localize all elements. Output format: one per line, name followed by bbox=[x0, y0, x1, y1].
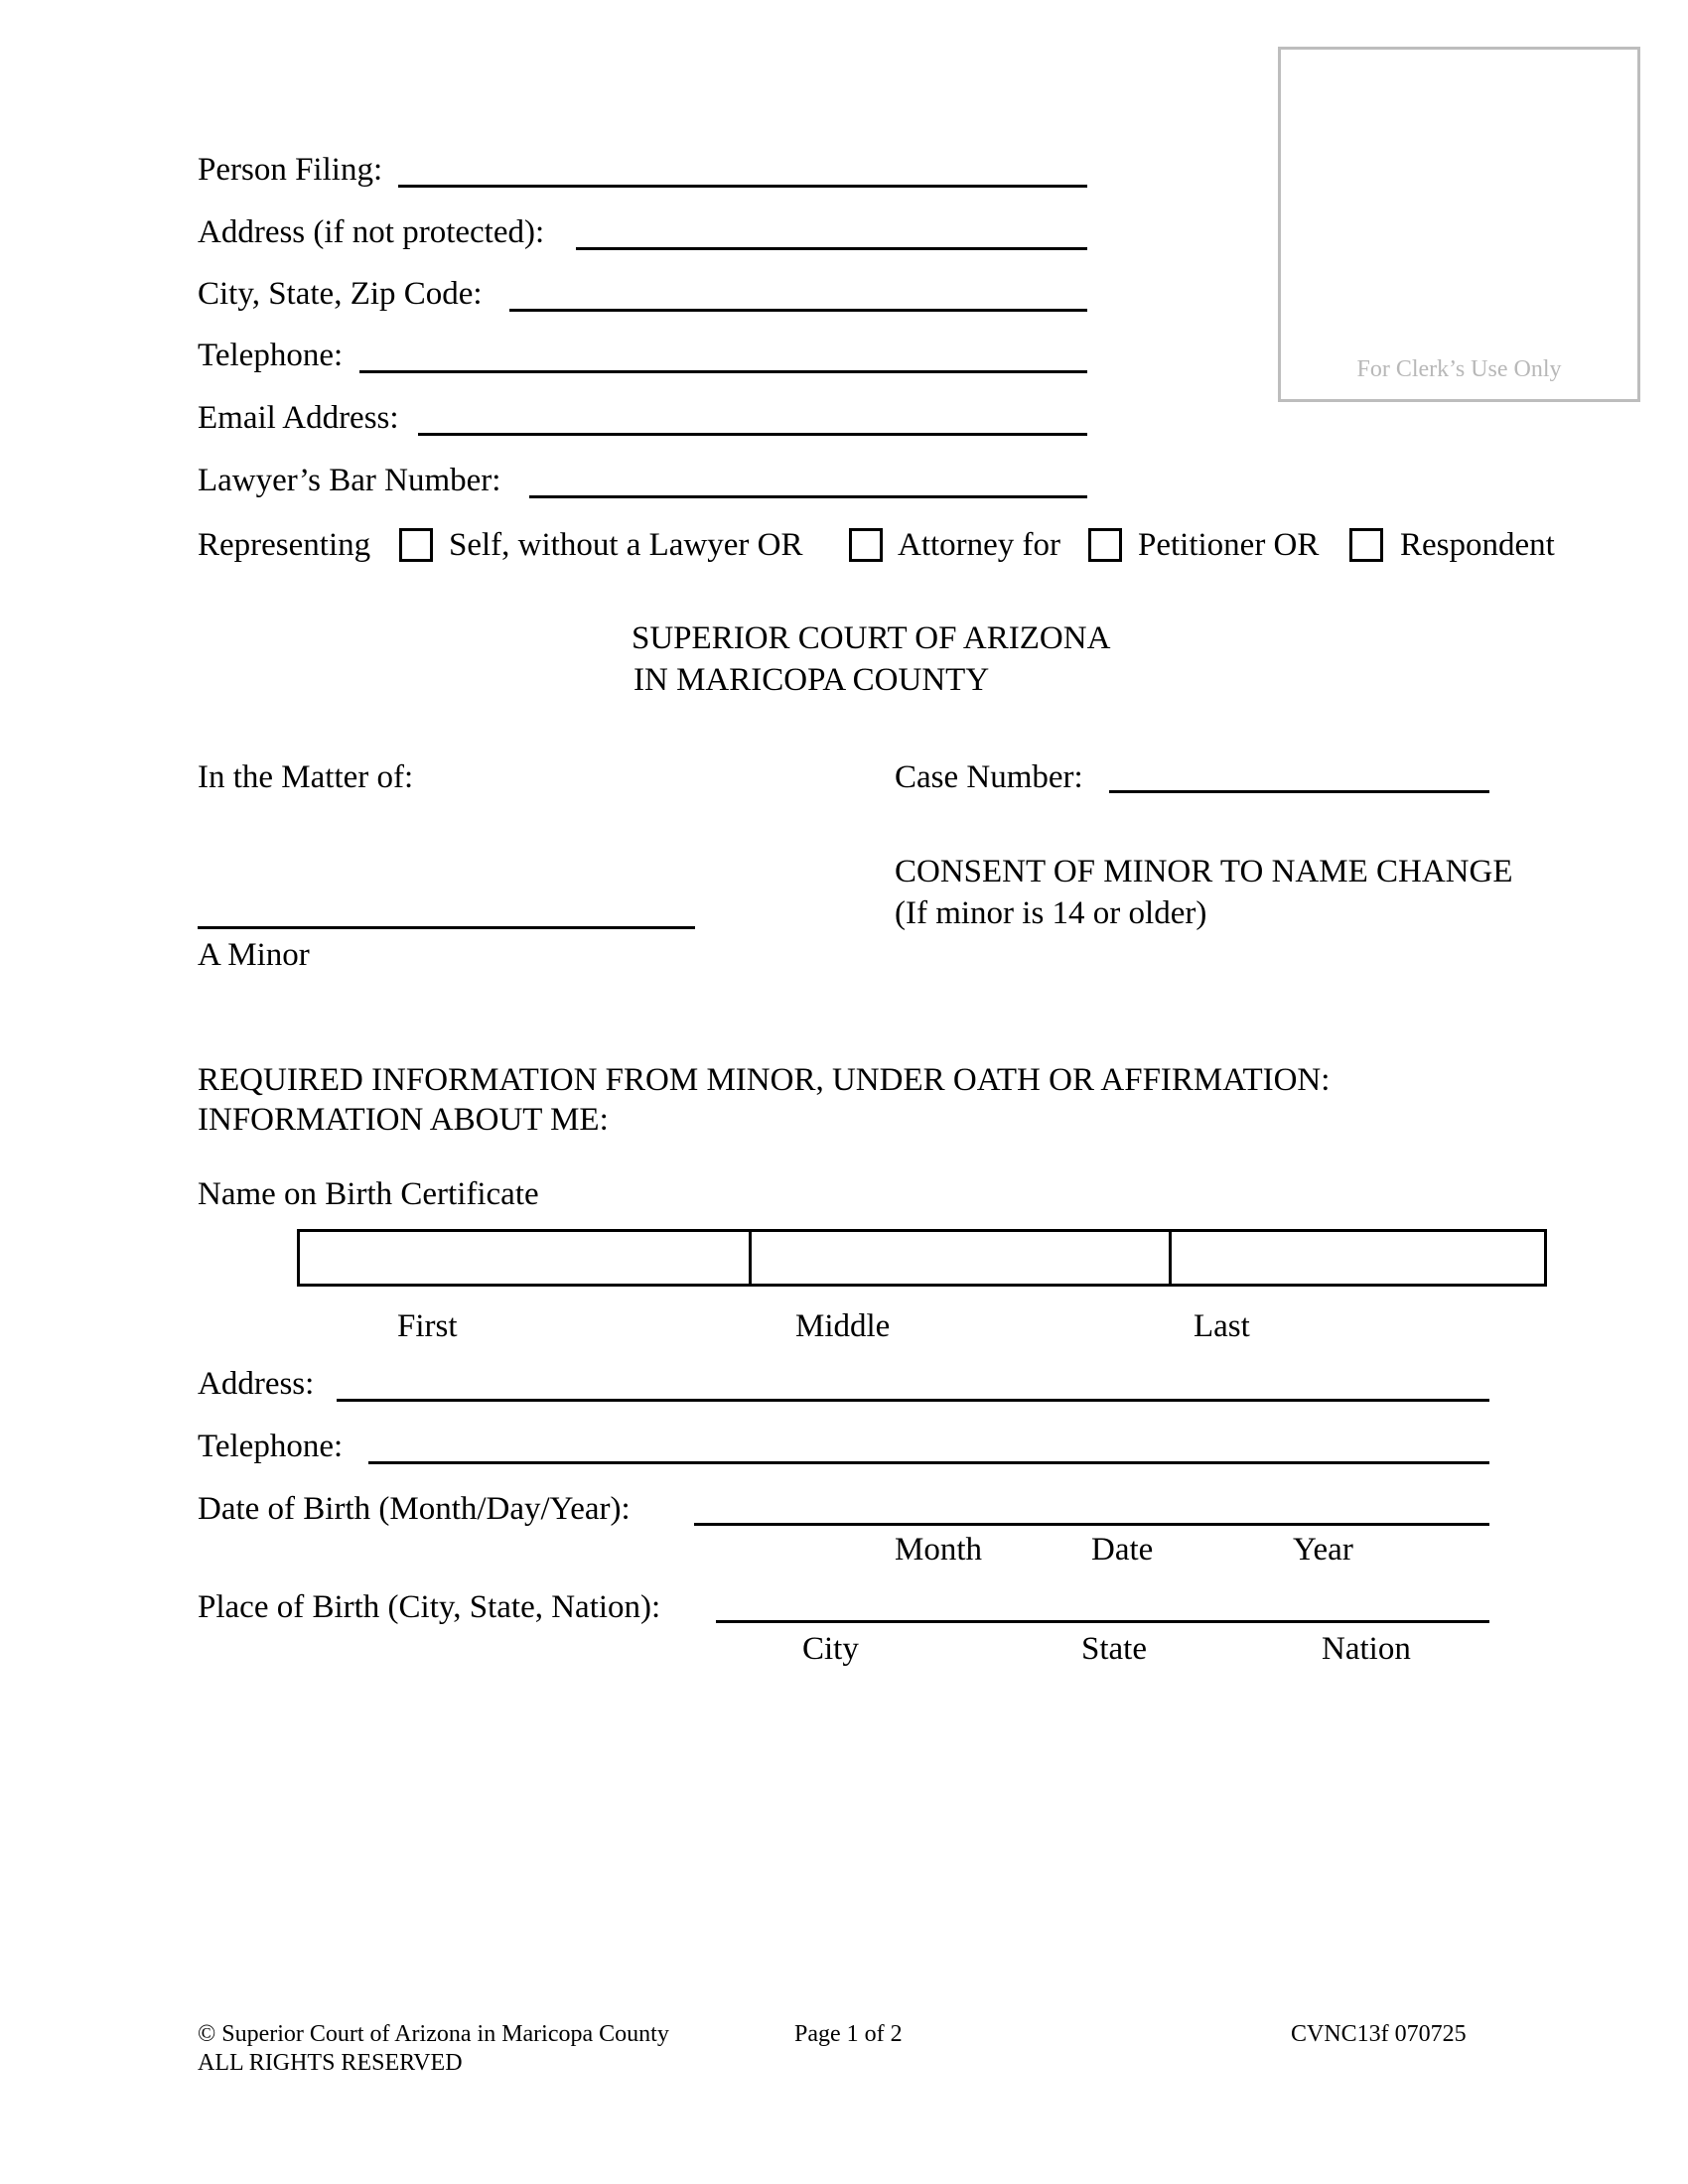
petitioner-option-label: Petitioner OR bbox=[1138, 527, 1320, 563]
address-field[interactable] bbox=[576, 247, 1087, 250]
dob-date-label: Date bbox=[1091, 1532, 1154, 1568]
attorney-option-label: Attorney for bbox=[898, 527, 1061, 563]
minor-label: A Minor bbox=[198, 937, 310, 973]
city-state-zip-field[interactable] bbox=[509, 309, 1087, 312]
pob-city-label: City bbox=[802, 1631, 859, 1667]
birth-name-label: Name on Birth Certificate bbox=[198, 1176, 539, 1212]
footer-form-code: CVNC13f 070725 bbox=[1291, 2021, 1467, 2047]
clerk-use-box bbox=[1278, 47, 1640, 402]
minor-telephone-field[interactable] bbox=[368, 1461, 1489, 1464]
self-checkbox[interactable] bbox=[399, 528, 433, 562]
person-filing-label: Person Filing: bbox=[198, 152, 383, 188]
minor-address-field[interactable] bbox=[337, 1399, 1489, 1402]
court-name: SUPERIOR COURT OF ARIZONA bbox=[632, 620, 1111, 656]
person-filing-field[interactable] bbox=[398, 185, 1087, 188]
clerk-use-label: For Clerk’s Use Only bbox=[1356, 356, 1562, 382]
petitioner-checkbox[interactable] bbox=[1088, 528, 1122, 562]
address-label: Address (if not protected): bbox=[198, 214, 545, 250]
court-county: IN MARICOPA COUNTY bbox=[633, 662, 990, 698]
dob-year-label: Year bbox=[1293, 1532, 1353, 1568]
city-state-zip-label: City, State, Zip Code: bbox=[198, 276, 483, 312]
telephone-field[interactable] bbox=[359, 370, 1087, 373]
representing-label: Representing bbox=[198, 527, 371, 563]
footer-copyright: © Superior Court of Arizona in Maricopa County bbox=[198, 2021, 669, 2047]
case-number-label: Case Number: bbox=[895, 759, 1083, 795]
last-name-cell[interactable] bbox=[1169, 1232, 1544, 1284]
birth-name-table bbox=[297, 1229, 1547, 1287]
pob-label: Place of Birth (City, State, Nation): bbox=[198, 1589, 661, 1625]
case-number-field[interactable] bbox=[1109, 790, 1489, 793]
middle-name-cell[interactable] bbox=[749, 1232, 1169, 1284]
bar-number-label: Lawyer’s Bar Number: bbox=[198, 463, 501, 498]
required-info-heading: REQUIRED INFORMATION FROM MINOR, UNDER OATH OR AFFIRMATION: bbox=[198, 1062, 1331, 1098]
minor-name-field[interactable] bbox=[198, 926, 695, 929]
respondent-option-label: Respondent bbox=[1400, 527, 1555, 563]
dob-label: Date of Birth (Month/Day/Year): bbox=[198, 1491, 631, 1527]
dob-month-label: Month bbox=[895, 1532, 983, 1568]
form-subtitle: (If minor is 14 or older) bbox=[895, 895, 1207, 931]
first-column-label: First bbox=[397, 1308, 458, 1344]
pob-nation-label: Nation bbox=[1322, 1631, 1411, 1667]
respondent-checkbox[interactable] bbox=[1349, 528, 1383, 562]
info-about-me-heading: INFORMATION ABOUT ME: bbox=[198, 1102, 609, 1138]
pob-state-label: State bbox=[1081, 1631, 1147, 1667]
attorney-checkbox[interactable] bbox=[849, 528, 883, 562]
last-column-label: Last bbox=[1194, 1308, 1250, 1344]
self-option-label: Self, without a Lawyer OR bbox=[449, 527, 803, 563]
first-name-cell[interactable] bbox=[300, 1232, 749, 1284]
telephone-label: Telephone: bbox=[198, 338, 344, 373]
middle-column-label: Middle bbox=[795, 1308, 891, 1344]
footer-rights: ALL RIGHTS RESERVED bbox=[198, 2050, 463, 2076]
email-field[interactable] bbox=[418, 433, 1087, 436]
minor-address-label: Address: bbox=[198, 1366, 315, 1402]
pob-field[interactable] bbox=[716, 1620, 1489, 1623]
minor-telephone-label: Telephone: bbox=[198, 1429, 344, 1464]
matter-label: In the Matter of: bbox=[198, 759, 414, 795]
email-label: Email Address: bbox=[198, 400, 399, 436]
bar-number-field[interactable] bbox=[529, 495, 1087, 498]
footer-page-number: Page 1 of 2 bbox=[794, 2021, 903, 2047]
form-title: CONSENT OF MINOR TO NAME CHANGE bbox=[895, 854, 1513, 889]
dob-field[interactable] bbox=[694, 1523, 1489, 1526]
